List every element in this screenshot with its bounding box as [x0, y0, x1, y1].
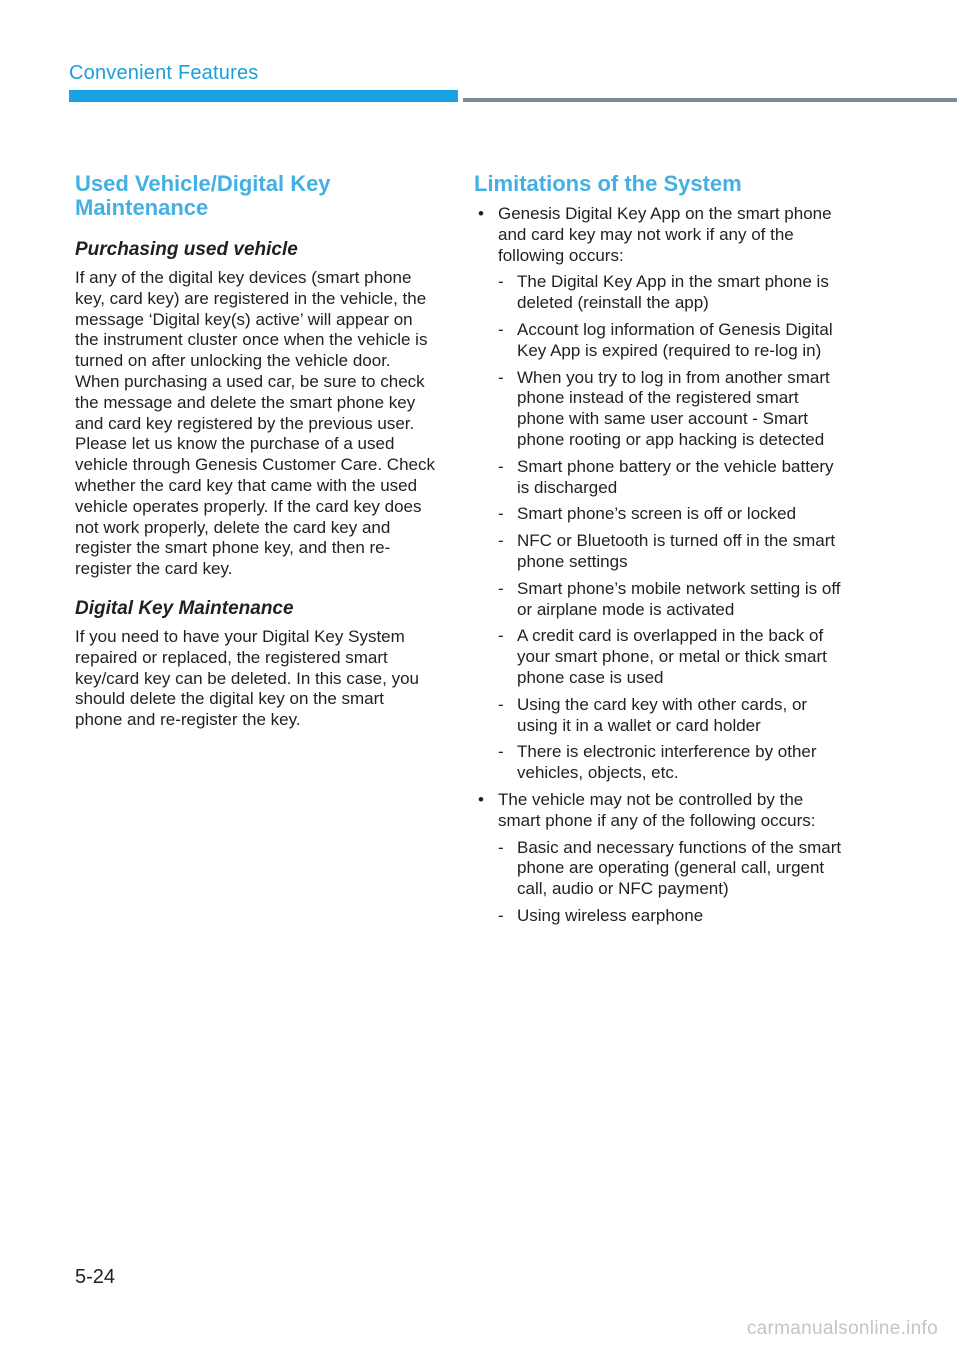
sub-item-text: Smart phone battery or the vehicle battery is discharged: [517, 456, 834, 497]
dash-marker: -: [498, 837, 504, 857]
dash-marker: -: [498, 626, 504, 646]
sub-item-text: There is electronic interference by other vehicles, objects, etc.: [517, 742, 817, 783]
dash-marker: -: [498, 694, 504, 714]
paragraph-maintenance: If you need to have your Digital Key System repaired or replaced, the registered smart key/card key can be deleted. In this case, you should delete the digital key on the smart phone and re-register the key.: [75, 626, 419, 730]
sub-item-text: Using the card key with other cards, or using it in a wallet or card holder: [517, 694, 808, 735]
bullet-text: The vehicle may not be controlled by the smart phone if any of the following occurs:: [498, 789, 816, 830]
subsection-title-maintenance: Digital Key Maintenance: [75, 597, 294, 619]
dash-marker: -: [498, 319, 504, 339]
dash-marker: -: [498, 272, 504, 292]
header-divider-line: [463, 98, 957, 102]
header-section-title: Convenient Features: [69, 62, 259, 84]
sub-item: [498, 368, 842, 451]
sub-item-text: Basic and necessary functions of the smart phone are operating (general call, urgent call, audio or NFC payment): [517, 837, 842, 899]
sub-item-text: When you try to log in from another smart phone instead of the registered smart phone with same user account - Smart phone rooting or app hacking is detected: [517, 367, 830, 449]
sub-item-text: NFC or Bluetooth is turned off in the smart phone settings: [517, 531, 836, 571]
sub-item-text: Smart phone’s mobile network setting is off or airplane mode is activated: [517, 578, 841, 619]
sub-item-text: Using wireless earphone: [517, 905, 704, 925]
page-number: 5-24: [75, 1266, 116, 1288]
left-column: [75, 172, 435, 731]
sub-item-text: Account log information of Genesis Digital Key App is expired (required to re-log in): [517, 319, 833, 360]
sub-item: [498, 906, 842, 927]
section-heading-used-vehicle: Used Vehicle/Digital Key Maintenance: [75, 171, 331, 220]
header-accent-bar: [69, 90, 458, 102]
right-column: [474, 172, 842, 933]
bullet-marker: •: [478, 789, 484, 809]
bullet-text: Genesis Digital Key App on the smart phone and card key may not work if any of the following occurs:: [498, 204, 832, 265]
paragraph-purchasing: If any of the digital key devices (smart phone key, card key) are registered in the vehicle, the message ‘Digital key(s) active’ will appear on the instrument cluster once when the vehicle is turned on after unlocking the vehicle door. When purchasing a used car, be sure to check the message and delete the smart phone key and card key registered by the previous user. Please let us know the purchase of a used vehicle through Genesis Customer Care. Check whether the card key that came with the used vehicle operates properly. If the card key does not work properly, delete the card key and register the smart phone key, and then re-register the card key.: [75, 268, 435, 579]
sub-item: [498, 272, 842, 314]
sub-item: [498, 504, 842, 525]
bullet-item: [474, 790, 842, 927]
bullet-marker: •: [478, 204, 484, 223]
sub-item: [498, 457, 842, 499]
sub-list: [498, 272, 842, 784]
limitations-list: [474, 204, 842, 927]
sub-item: [498, 626, 842, 688]
dash-marker: -: [498, 578, 504, 598]
dash-marker: -: [498, 504, 504, 524]
sub-item-text: Smart phone’s screen is off or locked: [517, 504, 797, 524]
bullet-item: [474, 204, 842, 784]
dash-marker: -: [498, 742, 504, 762]
dash-marker: -: [498, 367, 504, 387]
sub-item: [498, 531, 842, 573]
watermark: carmanualsonline.info: [746, 1318, 938, 1339]
subsection-title-purchasing: Purchasing used vehicle: [75, 239, 298, 260]
sub-item-text: The Digital Key App in the smart phone is deleted (reinstall the app): [517, 272, 829, 313]
sub-item: [498, 320, 842, 362]
dash-marker: -: [498, 456, 504, 476]
sub-item: [498, 742, 842, 784]
sub-item: [498, 579, 842, 621]
sub-item: [498, 838, 842, 900]
sub-list: [498, 838, 842, 927]
section-heading-limitations: Limitations of the System: [474, 171, 742, 196]
sub-item-text: A credit card is overlapped in the back of your smart phone, or metal or thick smart phone case is used: [517, 626, 827, 687]
dash-marker: -: [498, 905, 504, 925]
sub-item: [498, 695, 842, 737]
dash-marker: -: [498, 531, 504, 551]
